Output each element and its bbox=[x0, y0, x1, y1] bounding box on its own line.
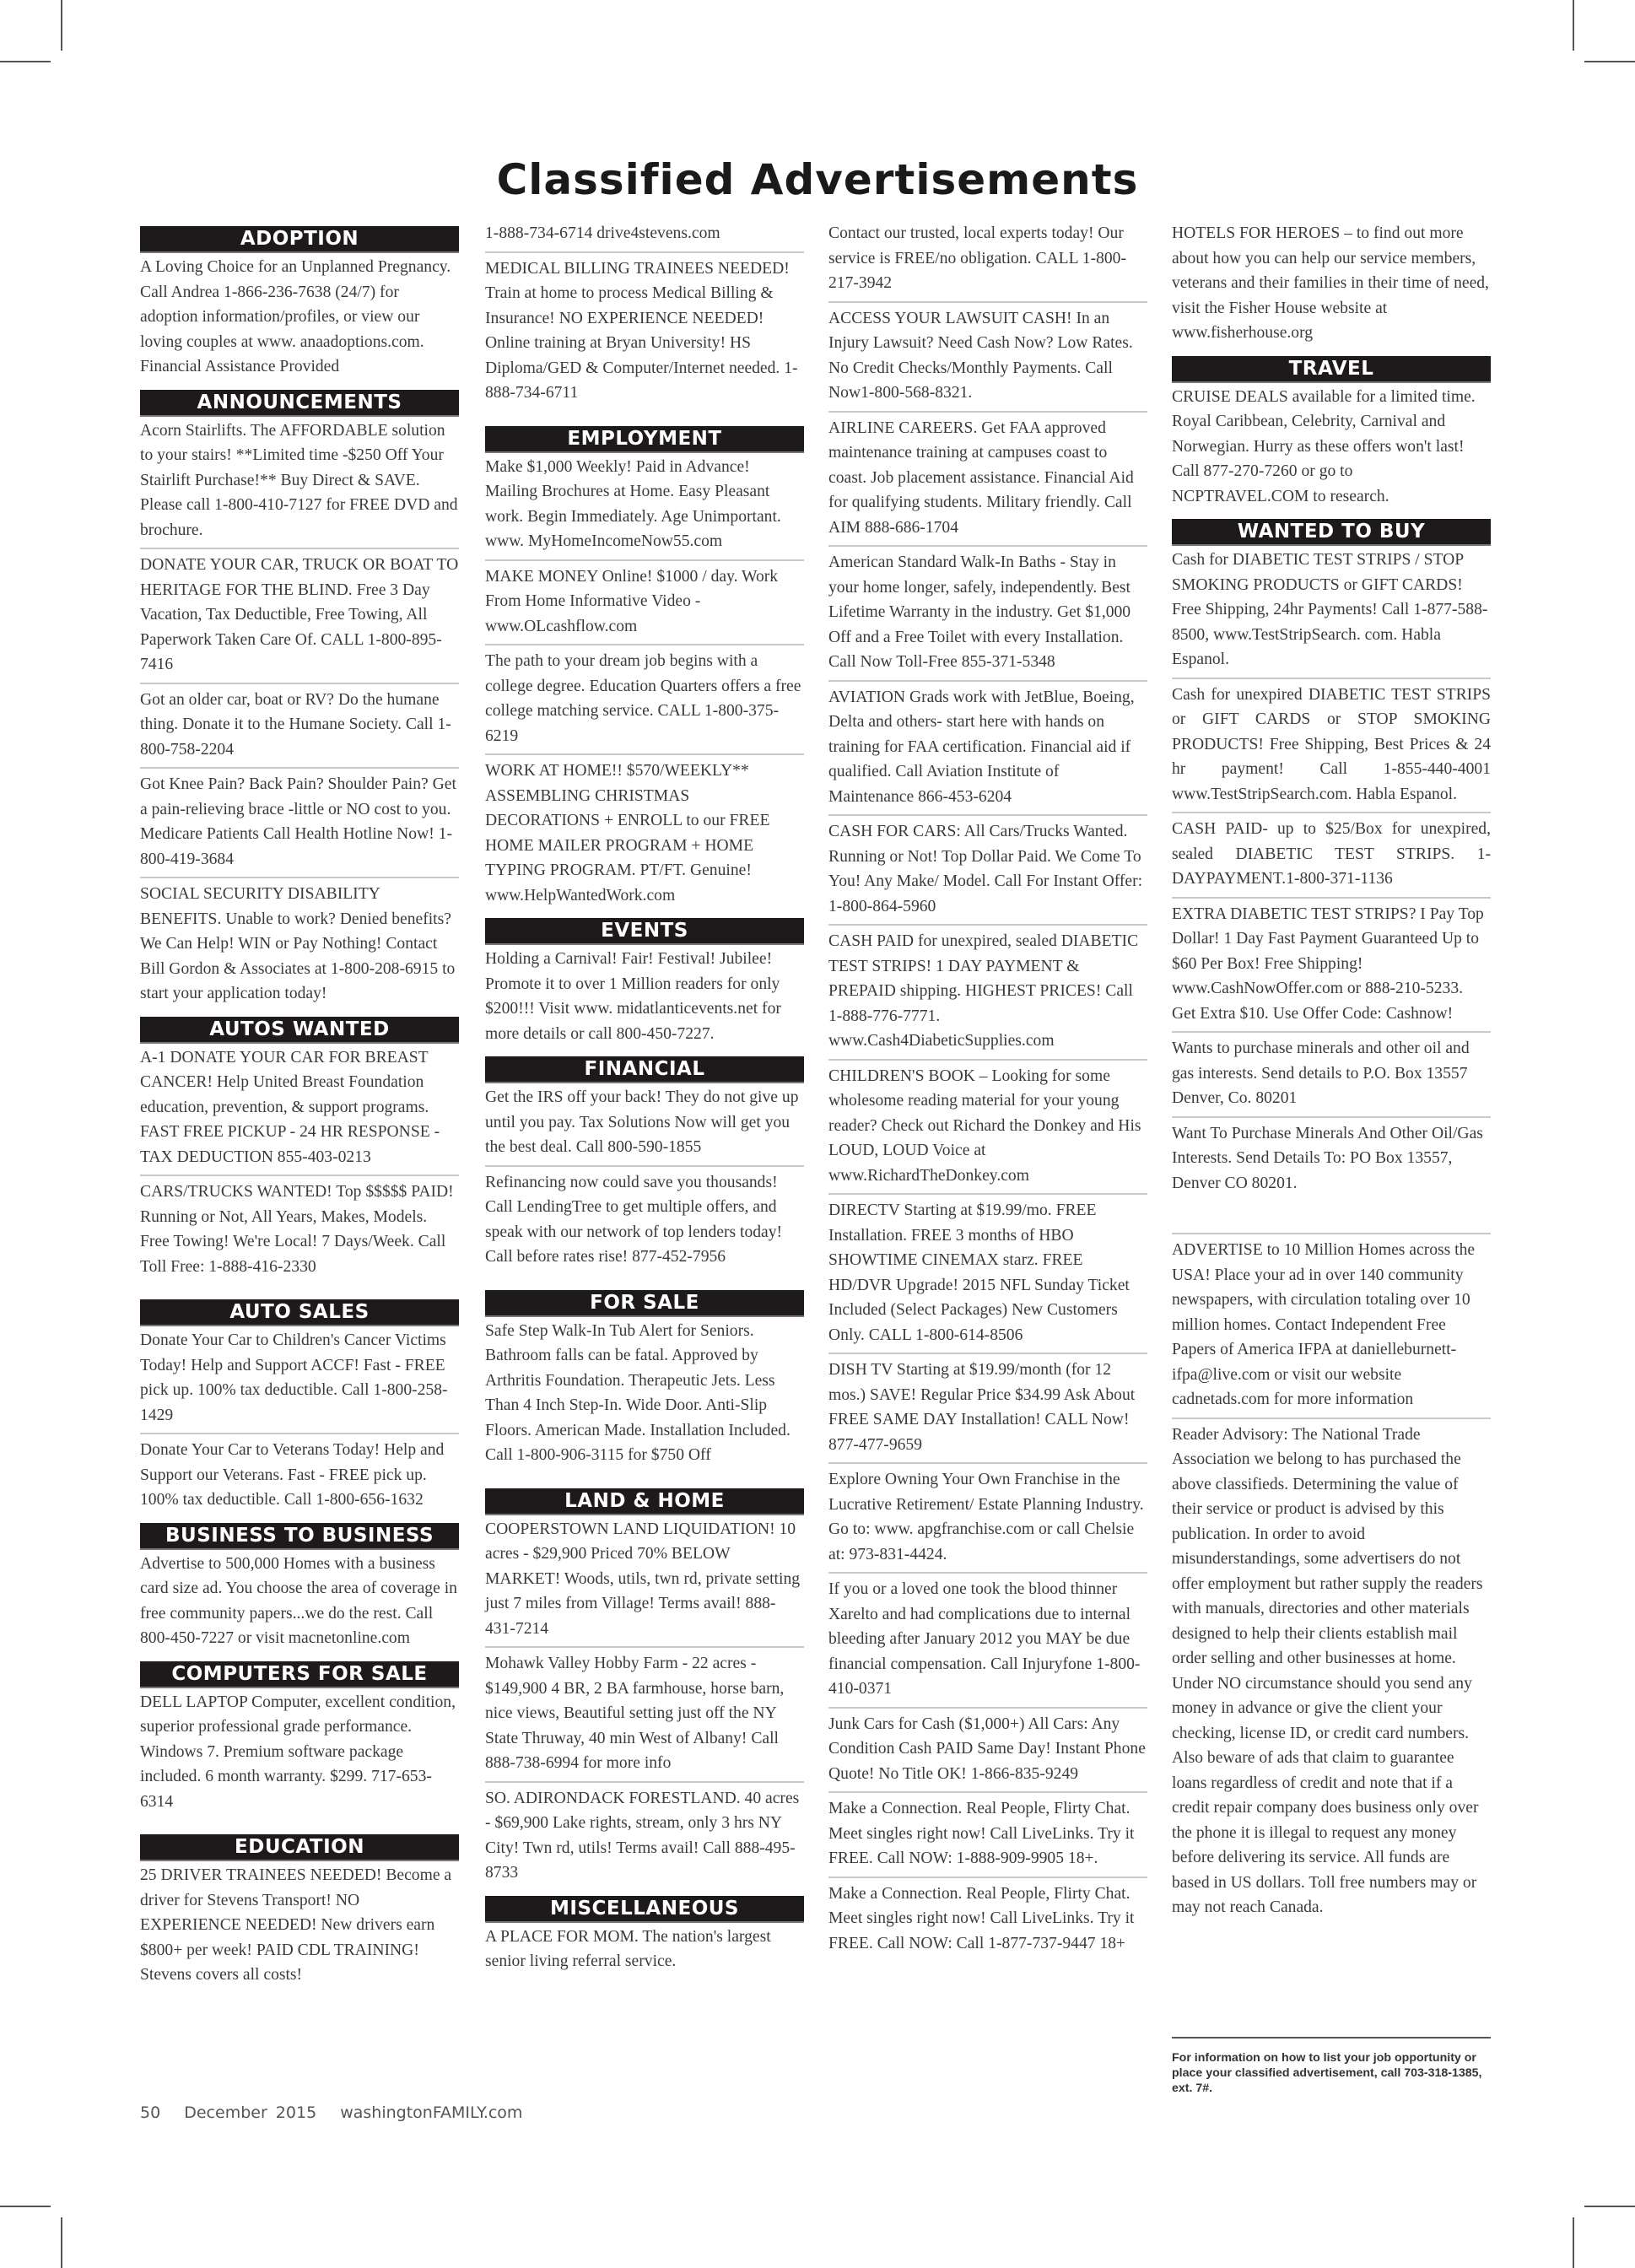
section-header: MISCELLANEOUS bbox=[485, 1896, 804, 1923]
section-header: AUTO SALES bbox=[140, 1299, 459, 1326]
classified-ad: A Loving Choice for an Unplanned Pregnancy. Call Andrea 1-866-236-7638 (24/7) for adoption information/profiles, or view our loving couples at www. anaadoptions.com. Financial Assistance Provided bbox=[140, 258, 451, 375]
section-header: EDUCATION bbox=[140, 1834, 459, 1861]
classified-ad: CASH PAID- up to $25/Box for unexpired, sealed DIABETIC TEST STRIPS. 1-DAYPAYMENT.1-800-371-1136 bbox=[1172, 817, 1491, 899]
section-header: EMPLOYMENT bbox=[485, 426, 804, 453]
crop-mark bbox=[1584, 61, 1635, 62]
section-header: ADOPTION bbox=[140, 226, 459, 253]
classified-ad: CHILDREN'S BOOK – Looking for some wholesome reading material for your young reader? Check out Richard the Donkey and His LOUD, LOUD Voice at www.RichardTheDonkey.com bbox=[828, 1064, 1147, 1196]
classified-ad: 25 DRIVER TRAINEES NEEDED! Become a driver for Stevens Transport! NO EXPERIENCE NEEDED! New drivers earn $800+ per week! PAID CDL TRAINING! Stevens covers all costs! bbox=[140, 1866, 452, 1984]
column-2 bbox=[485, 221, 804, 1983]
classified-ad: If you or a loved one took the blood thinner Xarelto and had complications due to internal bleeding after January 2012 you MAY be due financial compensation. Call Injuryfone 1-800-410-0371 bbox=[828, 1577, 1147, 1709]
issue-date: December 2015 bbox=[184, 2103, 317, 2122]
classified-ad: Got Knee Pain? Back Pain? Shoulder Pain? Get a pain-relieving brace -little or NO cost to you. Medicare Patients Call Health Hotline Now! 1- 800-419-3684 bbox=[140, 772, 459, 878]
classified-ad: Wants to purchase minerals and other oil and gas interests. Send details to P.O. Box 13557 Denver, Co. 80201 bbox=[1172, 1036, 1491, 1118]
column-3 bbox=[828, 221, 1147, 1964]
classified-ad: Donate Your Car to Veterans Today! Help and Support our Veterans. Fast - FREE pick up. 100% tax deductible. Call 1-800-656-1632 bbox=[140, 1441, 445, 1509]
classified-ad: ACCESS YOUR LAWSUIT CASH! In an Injury Lawsuit? Need Cash Now? Low Rates. No Credit Checks/Monthly Payments. Call Now1-800-568-8321. bbox=[828, 306, 1147, 413]
classified-ad: DIRECTV Starting at $19.99/mo. FREE Installation. FREE 3 months of HBO SHOWTIME CINEMAX starz. FREE HD/DVR Upgrade! 2015 NFL Sunday Ticket Included (Select Packages) New Customers Only. CALL 1-800-614-8506 bbox=[828, 1198, 1147, 1354]
crop-mark bbox=[0, 2206, 51, 2207]
classified-ad: SO. ADIRONDACK FORESTLAND. 40 acres - $69,900 Lake rights, stream, only 3 hrs NY City! Twn rd, utils! Terms avail! Call 888-495-8733 bbox=[485, 1789, 800, 1882]
classified-ad: Reader Advisory: The National Trade Association we belong to has purchased the above classifieds. Determining the value of their service or product is advised by this publication. In order to avoid misunderstandings, some advertisers do not offer employment but rather supply the readers with manuals, directories and other materials designed to help their clients establish mail order selling and other businesses at home. Under NO circumstance should you send any money in advance or give the client your checking, license ID, or credit card numbers. Also beware of ads that claim to guarantee loans regardless of credit and note that if a credit repair company does business only over the phone it is illegal to request any money before delivering its service. All funds are based in US dollars. Toll free numbers may or may not reach Canada. bbox=[1172, 1425, 1483, 1916]
classified-ad: American Standard Walk-In Baths - Stay in your home longer, safely, independently. Best Lifetime Warranty in the industry. Get $1,000 Off and a Free Toilet with every Installation. Call Now Toll-Free 855-371-5348 bbox=[828, 550, 1147, 682]
classified-ad: ADVERTISE to 10 Million Homes across the USA! Place your ad in over 140 community newspapers, with circulation totaling over 10 million homes. Contact Independent Free Papers of America IFPA at danielleburnett-ifpa@live.com or visit our website cadnetads.com for more information bbox=[1172, 1238, 1491, 1419]
classified-ad: Explore Owning Your Own Franchise in the Lucrative Retirement/ Estate Planning Industry. Go to: www. apgfranchise.com or call Chelsie at: 973-831-4424. bbox=[828, 1467, 1147, 1574]
classified-ad: Safe Step Walk-In Tub Alert for Seniors. Bathroom falls can be fatal. Approved by Arthritis Foundation. Therapeutic Jets. Less Than 4 Inch Step-In. Wide Door. Anti-Slip Floors. American Made. Installation Included. Call 1-800-906-3115 for $750 Off bbox=[485, 1321, 791, 1464]
classified-ad: Holding a Carnival! Fair! Festival! Jubilee! Promote it to over 1 Million readers for only $200!!! Visit www. midatlanticevents.net for more details or call 800-450-7227. bbox=[485, 950, 781, 1043]
section-header: AUTOS WANTED bbox=[140, 1017, 459, 1044]
classified-ad: Want To Purchase Minerals And Other Oil/Gas Interests. Send Details To: PO Box 13557, Denver CO 80201. bbox=[1172, 1124, 1483, 1192]
spacer bbox=[1172, 1204, 1491, 1234]
classified-ad: AIRLINE CAREERS. Get FAA approved maintenance training at campuses coast to coast. Job placement assistance. Financial Aid for qualifying students. Military friendly. Call AIM 888-686-1704 bbox=[828, 416, 1147, 548]
classified-ad: AVIATION Grads work with JetBlue, Boeing, Delta and others- start here with hands on training for FAA certification. Financial aid if qualified. Call Aviation Institute of Maintenance 866-453-6204 bbox=[828, 685, 1147, 817]
section-header: LAND & HOME bbox=[485, 1488, 804, 1515]
classified-ad: Acorn Stairlifts. The AFFORDABLE solution to your stairs! **Limited time -$250 Off Your Stairlift Purchase!** Buy Direct & SAVE. Please call 1-800-410-7127 for FREE DVD and brochure. bbox=[140, 418, 459, 550]
classified-ad: EXTRA DIABETIC TEST STRIPS? I Pay Top Dollar! 1 Day Fast Payment Guaranteed Up to $60 Per Box! Free Shipping! www.CashNowOffer.com or 888-210-5233. Get Extra $10. Use Offer Code: Cashnow! bbox=[1172, 902, 1491, 1034]
classified-ad: A PLACE FOR MOM. The nation's largest senior living referral service. bbox=[485, 1927, 771, 1970]
classified-ad: Refinancing now could save you thousands! Call LendingTree to get multiple offers, and speak with our network of top lenders today! Call before rates rise! 877-452-7956 bbox=[485, 1173, 783, 1266]
classified-ad: Cash for DIABETIC TEST STRIPS / STOP SMOKING PRODUCTS or GIFT CARDS! Free Shipping, 24hr Payments! Call 1-877-588-8500, www.TestStripSearch. com. Habla Espanol. bbox=[1172, 548, 1491, 679]
section-header: FOR SALE bbox=[485, 1290, 804, 1317]
classified-ad: Get the IRS off your back! They do not give up until you pay. Tax Solutions Now will get you the best deal. Call 800-590-1855 bbox=[485, 1085, 804, 1167]
page-footer bbox=[140, 2103, 537, 2122]
classified-ad: HOTELS FOR HEROES – to find out more about how you can help our service members, veterans and their families in their time of need, visit the Fisher House website at www.fisherhouse.org bbox=[1172, 224, 1489, 342]
section-header: COMPUTERS FOR SALE bbox=[140, 1661, 459, 1688]
section-header: EVENTS bbox=[485, 918, 804, 945]
site-name: washingtonFAMILY.com bbox=[340, 2103, 523, 2122]
classified-ad: Make a Connection. Real People, Flirty Chat. Meet singles right now! Call LiveLinks. Try it FREE. Call NOW: 1-888-909-9905 18+. bbox=[828, 1796, 1147, 1878]
classified-ad: Make $1,000 Weekly! Paid in Advance! Mailing Brochures at Home. Easy Pleasant work. Begin Immediately. Age Unimportant. www. MyHomeIncomeNow55.com bbox=[485, 455, 804, 561]
classified-ad: Contact our trusted, local experts today! Our service is FREE/no obligation. CALL 1-800-217-3942 bbox=[828, 221, 1147, 303]
classified-ad: CRUISE DEALS available for a limited time. Royal Caribbean, Celebrity, Carnival and Norwegian. Hurry as these offers won't last! Call 877-270-7260 or go to NCPTRAVEL.COM to research. bbox=[1172, 387, 1476, 505]
listing-info-section bbox=[1172, 2003, 1491, 2096]
section-header: ANNOUNCEMENTS bbox=[140, 390, 459, 417]
crop-mark bbox=[1584, 2206, 1635, 2207]
classified-ad: CASH FOR CARS: All Cars/Trucks Wanted. Running or Not! Top Dollar Paid. We Come To You! Any Make/ Model. Call For Instant Offer: 1-800-864-5960 bbox=[828, 819, 1147, 926]
classified-ad: Donate Your Car to Children's Cancer Victims Today! Help and Support ACCF! Fast - FREE pick up. 100% tax deductible. Call 1-800-258-1429 bbox=[140, 1328, 459, 1434]
page-number: 50 bbox=[140, 2103, 161, 2122]
classified-ad: A-1 DONATE YOUR CAR FOR BREAST CANCER! Help United Breast Foundation education, prevention, & support programs. FAST FREE PICKUP - 24 HR RESPONSE - TAX DEDUCTION 855-403-0213 bbox=[140, 1045, 459, 1177]
classified-ad: The path to your dream job begins with a college degree. Education Quarters offers a free college matching service. CALL 1-800-375-6219 bbox=[485, 649, 804, 755]
classified-ad: MAKE MONEY Online! $1000 / day. Work From Home Informative Video - www.OLcashflow.com bbox=[485, 564, 804, 646]
classified-ad: MEDICAL BILLING TRAINEES NEEDED! Train at home to process Medical Billing & Insurance! NO EXPERIENCE NEEDED! Online training at Bryan University! HS Diploma/GED & Computer/Internet needed. 1-888-734-6711 bbox=[485, 259, 798, 402]
crop-mark bbox=[61, 2217, 62, 2268]
listing-info-note: For information on how to list your job opportunity or place your classified advertisement, call 703-318-1385, ext. 7#. bbox=[1172, 2051, 1482, 2095]
classified-ad: DONATE YOUR CAR, TRUCK OR BOAT TO HERITAGE FOR THE BLIND. Free 3 Day Vacation, Tax Deductible, Free Towing, All Paperwork Taken Care Of. CALL 1-800-895-7416 bbox=[140, 553, 459, 684]
classified-ad: CASH PAID for unexpired, sealed DIABETIC TEST STRIPS! 1 DAY PAYMENT & PREPAID shipping. HIGHEST PRICES! Call 1-888-776-7771. www.Cash4DiabeticSupplies.com bbox=[828, 929, 1147, 1061]
classified-ad: Cash for unexpired DIABETIC TEST STRIPS or GIFT CARDS or STOP SMOKING PRODUCTS! Free Shipping, Best Prices & 24 hr payment! Call 1-855-440-4001 www.TestStripSearch.com. Habla Espanol. bbox=[1172, 683, 1491, 814]
column-4 bbox=[1172, 221, 1491, 1929]
classified-ad: Got an older car, boat or RV? Do the humane thing. Donate it to the Humane Society. Call 1- 800-758-2204 bbox=[140, 688, 459, 770]
section-header: BUSINESS TO BUSINESS bbox=[140, 1523, 459, 1550]
divider bbox=[1172, 2037, 1491, 2038]
classified-ad: DELL LAPTOP Computer, excellent condition, superior professional grade performance. Windows 7. Premium software package included. 6 month warranty. $299. 717-653-6314 bbox=[140, 1693, 456, 1811]
classified-ad: 1-888-734-6714 drive4stevens.com bbox=[485, 221, 804, 253]
crop-mark bbox=[1573, 0, 1574, 51]
column-1 bbox=[140, 221, 459, 1996]
section-header: TRAVEL bbox=[1172, 356, 1491, 383]
crop-mark bbox=[61, 0, 62, 51]
classified-ad: CARS/TRUCKS WANTED! Top $$$$$ PAID! Running or Not, All Years, Makes, Models. Free Towing! We're Local! 7 Days/Week. Call Toll Free: 1-888-416-2330 bbox=[140, 1183, 454, 1276]
classified-ad: Make a Connection. Real People, Flirty Chat. Meet singles right now! Call LiveLinks. Try it FREE. Call NOW: Call 1-877-737-9447 18+ bbox=[828, 1884, 1135, 1952]
crop-mark bbox=[1573, 2217, 1574, 2268]
section-header: WANTED TO BUY bbox=[1172, 519, 1491, 546]
crop-mark bbox=[0, 61, 51, 62]
classified-ad: Junk Cars for Cash ($1,000+) All Cars: Any Condition Cash PAID Same Day! Instant Phone Quote! No Title OK! 1-866-835-9249 bbox=[828, 1712, 1147, 1794]
classified-ad: COOPERSTOWN LAND LIQUIDATION! 10 acres - $29,900 Priced 70% BELOW MARKET! Woods, utils, twn rd, private setting just 7 miles from Village! Terms avail! 888-431-7214 bbox=[485, 1517, 804, 1649]
page-title: Classified Advertisements bbox=[496, 154, 1139, 204]
classified-ad: Advertise to 500,000 Homes with a business card size ad. You choose the area of coverage in free community papers...we do the rest. Call 800-450-7227 or visit macnetonline.com bbox=[140, 1554, 457, 1647]
classified-ad: WORK AT HOME!! $570/WEEKLY** ASSEMBLING CHRISTMAS DECORATIONS + ENROLL to our FREE HOME MAILER PROGRAM + HOME TYPING PROGRAM. PT/FT. Genuine! www.HelpWantedWork.com bbox=[485, 762, 770, 904]
classified-ad: Mohawk Valley Hobby Farm - 22 acres - $149,900 4 BR, 2 BA farmhouse, horse barn, nice views, Beautiful setting just off the NY State Thruway, 40 min West of Albany! Call 888-738-6994 for more info bbox=[485, 1651, 804, 1783]
classified-ad: SOCIAL SECURITY DISABILITY BENEFITS. Unable to work? Denied benefits? We Can Help! WIN or Pay Nothing! Contact Bill Gordon & Associates at 1-800-208-6915 to start your application today! bbox=[140, 885, 456, 1002]
section-header: FINANCIAL bbox=[485, 1056, 804, 1083]
classified-ad: DISH TV Starting at $19.99/month (for 12 mos.) SAVE! Regular Price $34.99 Ask About FREE SAME DAY Installation! CALL Now! 877-477-9659 bbox=[828, 1358, 1147, 1464]
